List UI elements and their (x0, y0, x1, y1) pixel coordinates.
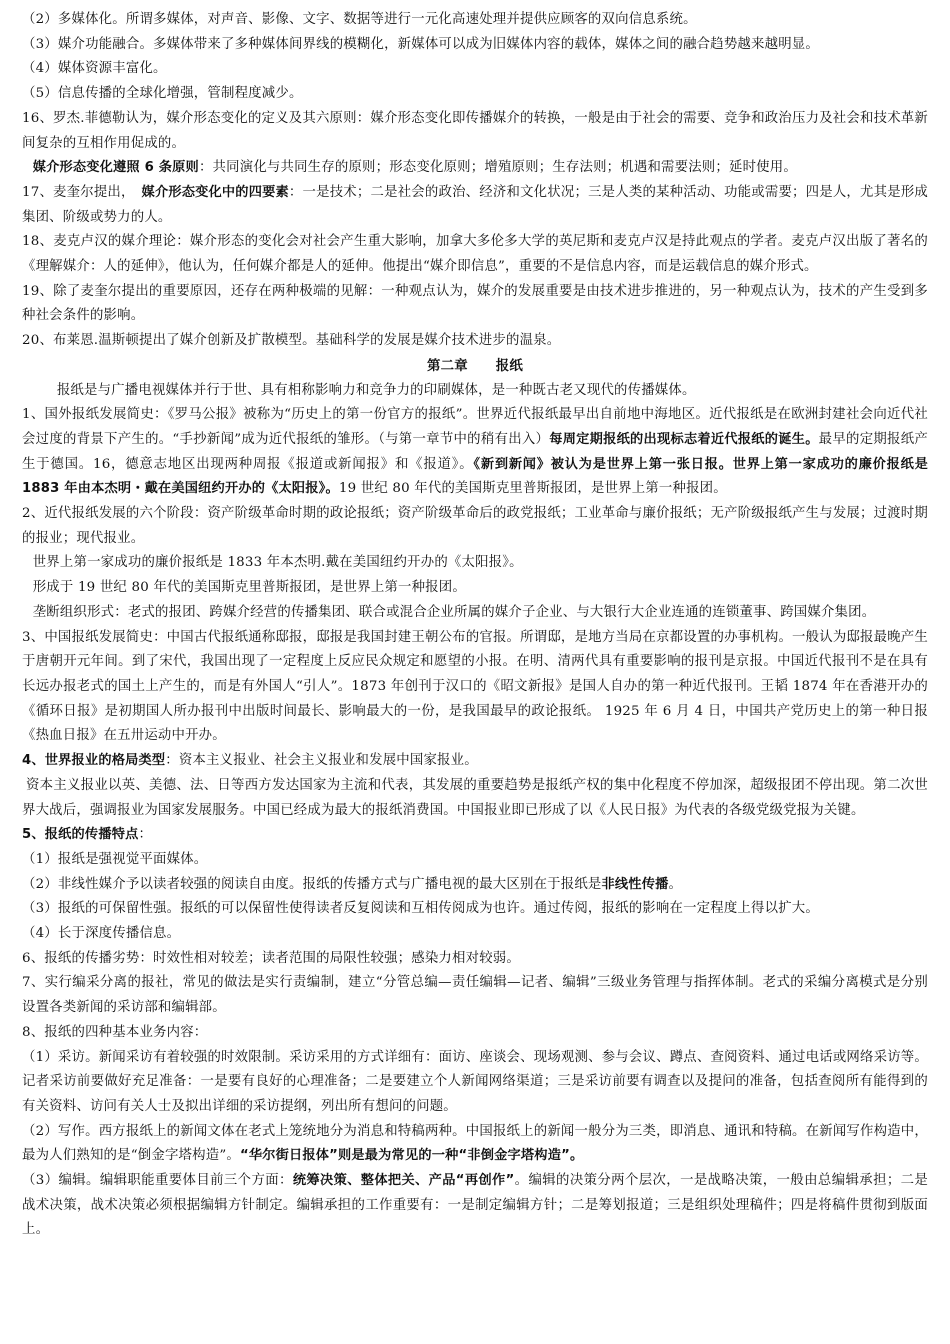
paragraph (22, 848, 928, 873)
text-run: 资本主义报业以英、美德、法、日等西方发达国家为主流和代表，其发展的重要趋势是报纸产权的集中化程度不停加深，超级报团不停出现。第二次世界大战后，强调报业为国家发展服务。中国已经成为最大的报纸消费国。中国报业即已形成了以《人民日报》为代表的各级党级党报为关键。 (22, 777, 928, 818)
text-run: 2、近代报纸发展的六个阶段：资产阶级革命时期的政论报纸；资产阶级革命后的政党报纸；工业革命与廉价报纸；无产阶级报纸产生与发展；过渡时期的报业；现代报业。 (22, 506, 928, 546)
text-run: 。 (668, 876, 683, 892)
chapter-title-part: 报纸 (495, 357, 523, 374)
paragraph (22, 33, 928, 58)
paragraph (22, 181, 928, 230)
paragraph (22, 329, 928, 354)
text-run: 3、中国报纸发展简史：中国古代报纸通称邸报，邸报是我国封建王朝公布的官报。所谓邸，是地方当局在京都设置的办事机构。一般认为邸报最晚产生于唐朝开元年间。到了宋代，我国出现了一定程度上反应民众规定和愿望的小报。在明、清两代具有重要影响的报刊是京报。中国近代报刊不是在具有长远办报老式的国土上产生的，而是有外国人“引人”。1873 年创刊于汉口的《昭文新报》是国人自办的第一种近代报刊。王韬 1874 年在香港开办的《循环日报》是初期国人所办报刊中出版时间最长、影响最大的一份，是我国最早的政论报纸。 1925 年 6 月 4 日，中国共产党历史上的第一种日报《热血日报》在五卅运动中开办。 (22, 629, 928, 744)
chapter-title (22, 354, 928, 379)
text-run: 。编辑的决策分两个层次，一是战略决策，一般由总编辑承担；二是战术决策，战术决策必须根据编辑方针制定。编辑承担的工作重要有：一是制定编辑方针；二是筹划报道；三是组织处理稿件；四是将稿件贯彻到版面上。 (22, 1173, 929, 1238)
text-run: （2）写作。西方报纸上的新闻文体在老式上笼统地分为消息和特稿两种。中国报纸上的新闻一般分为三类，即消息、通讯和特稿。在新闻写作构造中，最为人们熟知的是“倒金字塔构造”。 (22, 1123, 928, 1164)
paragraph (22, 82, 928, 107)
paragraph (22, 774, 928, 823)
paragraph (22, 576, 928, 601)
text-run: （5）信息传播的全球化增强，管制程度减少。 (22, 86, 303, 102)
paragraph (22, 8, 928, 33)
text-run: 6、报纸的传播劣势：时效性相对较差；读者范围的局限性较强；感染力相对较弱。 (22, 950, 520, 966)
text-run: 8、报纸的四种基本业务内容： (22, 1024, 208, 1040)
text-run: ：资本主义报业、社会主义报业和发展中国家报业。 (165, 753, 478, 769)
bold-text: 4、世界报业的格局类型 (22, 753, 166, 769)
text-run: （4）媒体资源丰富化。 (22, 61, 167, 77)
text-run: 报纸是与广播电视媒体并行于世、具有相称影响力和竞争力的印刷媒体，是一种既古老又现代的传播媒体。 (56, 382, 696, 398)
text-run: （2）非线性媒介予以读者较强的阅读自由度。报纸的传播方式与广播电视的最大区别在于报纸是 (22, 876, 602, 892)
text-run: （4）长于深度传播信息。 (22, 926, 181, 942)
paragraph (22, 897, 928, 922)
bold-text: 非线性传播 (601, 876, 669, 892)
text-run: 19、除了麦奎尔提出的重要原因，还存在两种极端的见解：一种观点认为，媒介的发展重要是由技术进步推进的，另一种观点认为，技术的产生受到多种社会条件的影响。 (22, 283, 928, 324)
text-run: 18、麦克卢汉的媒介理论：媒介形态的变化会对社会产生重大影响，加拿大多伦多大学的英尼斯和麦克卢汉是持此观点的学者。麦克卢汉出版了著名的《理解媒介：人的延伸》，他认为，任何媒介都是人的延伸。他提出“媒介即信息”，重要的不是信息内容，而是运载信息的媒介形式。 (22, 234, 928, 275)
bold-text: 5、报纸的传播特点 (22, 827, 139, 843)
text-run: 19 世纪 80 年代的美国斯克里普斯报团，是世界上第一种报团。 (338, 481, 727, 497)
paragraph (22, 57, 928, 82)
text-run: 17、麦奎尔提出， (22, 184, 142, 200)
bold-text: 媒介形态变化中的四要素 (141, 184, 289, 200)
paragraph (22, 403, 928, 502)
text-run: 最早的定期报纸产生于德国。16，德意志地区出现两种周报《报道或新闻报》和《报道》。 (22, 431, 928, 472)
paragraph (22, 280, 928, 329)
text-run: 7、实行编采分离的报社，常见的做法是实行责编制，建立“分管总编—责任编辑—记者、编辑”三级业务管理与指挥体制。老式的采编分离模式是分别设置各类新闻的采访部和编辑部。 (22, 975, 928, 1016)
text-run: ：一是技术；二是社会的政治、经济和文化状况；三是人类的某种活动、功能或需要；四是人，尤其是形成集团、阶级或势力的人。 (22, 184, 929, 225)
text-run: 20、布莱恩.温斯顿提出了媒介创新及扩散模型。基础科学的发展是媒介技术进步的温泉。 (22, 333, 561, 349)
paragraph (22, 971, 928, 1020)
paragraph (22, 749, 928, 774)
text-run: （3）媒介功能融合。多媒体带来了多种媒体间界线的模糊化，新媒体可以成为旧媒体内容的载体，媒体之间的融合趋势越来越明显。 (22, 36, 819, 52)
paragraph (22, 1021, 928, 1046)
chapter-title-part: 第二章 (427, 357, 468, 374)
bold-text: 每周定期报纸的出现标志着近代报纸的诞生。 (549, 431, 819, 447)
bold-text: 统筹决策、整体把关、产品“再创作” (292, 1173, 515, 1189)
paragraph (22, 502, 928, 551)
text-run: 1、国外报纸发展简史：《罗马公报》被称为“历史上的第一份官方的报纸”。世界近代报纸最早出自前地中海地区。近代报纸是在欧洲封建社会向近代社会过度的背景下产生的。“手抄新闻”成为近代报纸的雏形。（与第一章节中的稍有出入） (22, 407, 928, 447)
paragraph (22, 156, 928, 181)
paragraph (22, 1169, 928, 1243)
text-run: ：共同演化与共同生存的原则；形态变化原则；增殖原则；生存法则；机遇和需要法则；延时使用。 (198, 160, 797, 176)
text-run: （1）采访。新闻采访有着较强的时效限制。采访采用的方式详细有：面访、座谈会、现场观测、参与会议、蹲点、查阅资料、通过电话或网络采访等。记者采访前要做好充足准备：一是要有良好的心理准备；二是要建立个人新闻网络渠道；三是采访前要有调查以及提问的准备，包括查阅所有能得到的有关资料、访问有关人士及拟出详细的采访提纲，列出所有想问的问题。 (22, 1049, 928, 1114)
text-run: 形成于 19 世纪 80 年代的美国斯克里普斯报团，是世界上第一种报团。 (32, 580, 466, 596)
paragraph (22, 873, 928, 898)
paragraph (22, 947, 928, 972)
text-run: （2）多媒体化。所谓多媒体，对声音、影像、文字、数据等进行一元化高速处理并提供应顾客的双向信息系统。 (22, 12, 697, 27)
paragraph (22, 626, 928, 750)
text-run: 世界上第一家成功的廉价报纸是 1833 年本杰明.戴在美国纽约开办的《太阳报》。 (32, 555, 523, 571)
text-run: ： (138, 827, 153, 843)
paragraph (22, 922, 928, 947)
text-run: （3）报纸的可保留性强。报纸的可以保留性使得读者反复阅读和互相传阅成为也许。通过传阅，报纸的影响在一定程度上得以扩大。 (22, 901, 819, 917)
paragraph (22, 551, 928, 576)
paragraph (22, 1120, 928, 1169)
paragraph (22, 107, 928, 156)
paragraph (22, 1046, 928, 1120)
bold-text: 媒介形态变化遵照 6 条原则 (32, 160, 199, 176)
paragraph (22, 601, 928, 626)
paragraph (22, 379, 928, 404)
bold-text: 《新到新闻》被认为是世界上第一张日报。世界上第一家成功的廉价报纸是 1883 年由本杰明・戴在美国纽约开办的《太阳报》。 (22, 456, 929, 497)
text-run: （3）编辑。编辑职能重要体目前三个方面： (22, 1173, 293, 1189)
text-run: 垄断组织形式：老式的报团、跨媒介经营的传播集团、联合或混合企业所属的媒介子企业、与大银行大企业连通的连锁董事、跨国媒介集团。 (32, 604, 876, 620)
bold-text: “华尔街日报体”则是最为常见的一种“非倒金字塔构造”。 (239, 1148, 584, 1164)
text-run: 16、罗杰.菲德勒认为，媒介形态变化的定义及其六原则：媒介形态变化即传播媒介的转换，一般是由于社会的需要、竞争和政治压力及社会和技术革新间复杂的互相作用促成的。 (22, 110, 928, 151)
text-run: （1）报纸是强视觉平面媒体。 (22, 851, 208, 867)
paragraph (22, 230, 928, 279)
paragraph (22, 823, 928, 848)
